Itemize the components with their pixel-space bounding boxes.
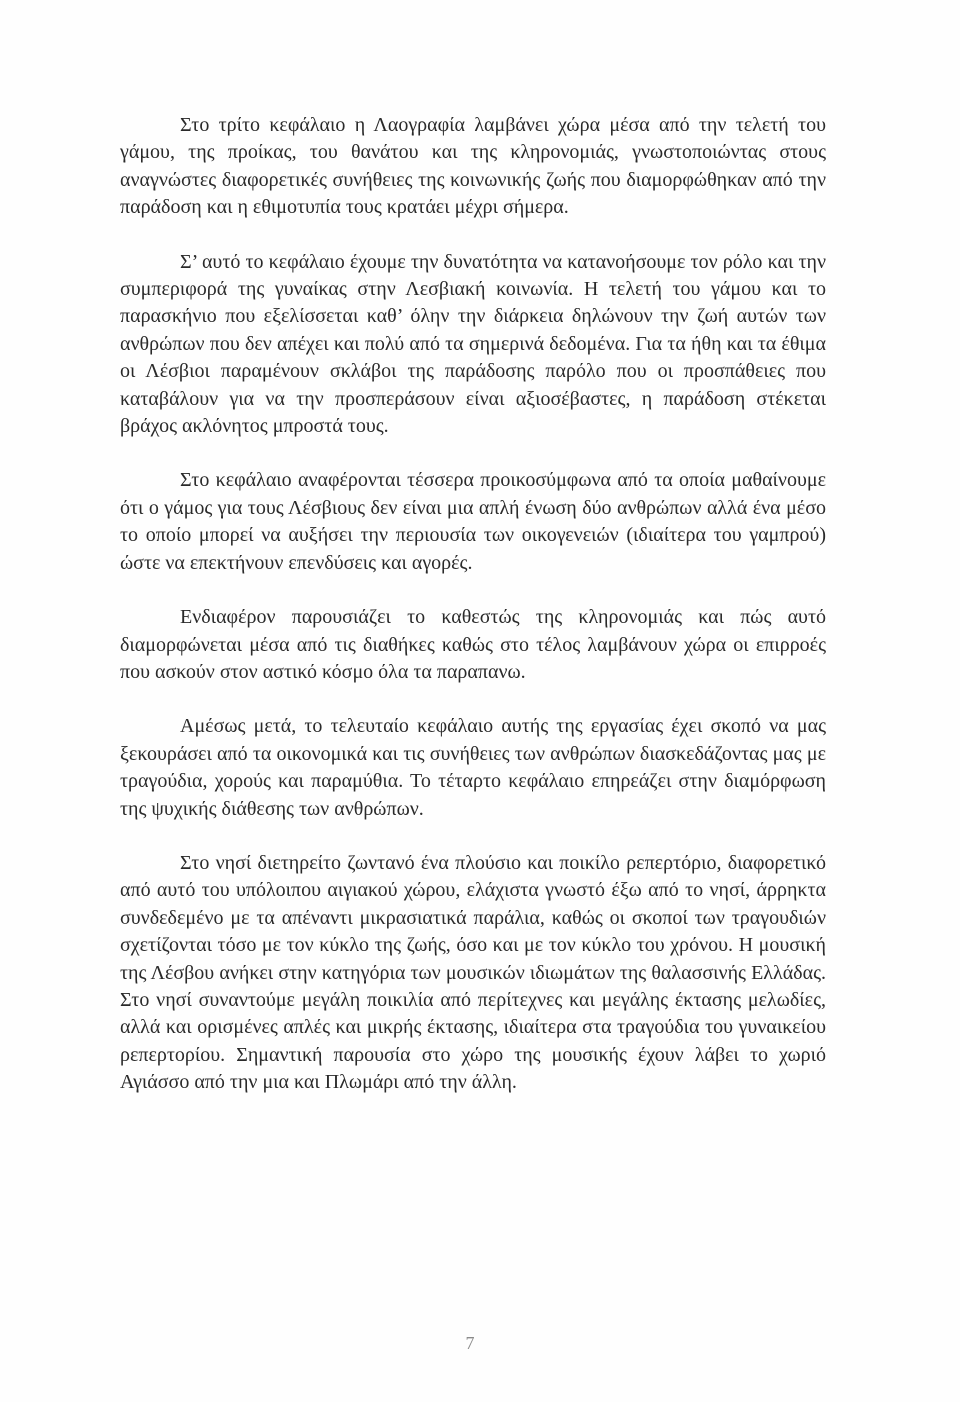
paragraph-1: Στο τρίτο κεφάλαιο η Λαογραφία λαμβάνει χώρα μέσα από την τελετή του γάμου, της προίκας, του θανάτου και της κληρονομιάς, γνωστοποιώντας στους αναγνώστες διαφορετικές συνήθειες της κοινωνικής ζωής που διαμορφώθηκαν από την παράδοση και η εθιμοτυπία τους κρατάει μέχρι σήμερα. bbox=[120, 114, 826, 219]
page-number: 7 bbox=[465, 1333, 475, 1353]
paragraph-5: Αμέσως μετά, το τελευταίο κεφάλαιο αυτής της εργασίας έχει σκοπό να μας ξεκουράσει από τα οικονομικά και τις συνήθειες των ανθρώπων διασκεδάζοντας μας με τραγούδια, χορούς και παραμύθια. Το τέταρτο κεφάλαιο επηρεάζει στην διαμόρφωση της ψυχικής διάθεσης των ανθρώπων. bbox=[120, 715, 826, 820]
paragraph-4: Ενδιαφέρον παρουσιάζει το καθεστώς της κληρονομιάς και πώς αυτό διαμορφώνεται μέσα από τις διαθήκες καθώς στο τέλος λαμβάνουν χώρα οι επιρροές που ασκούν στον αστικό κόσμο όλα τα παραπανω. bbox=[120, 606, 826, 683]
paragraph-6: Στο νησί διετηρείτο ζωντανό ένα πλούσιο και ποικίλο ρεπερτόριο, διαφορετικό από αυτό του υπόλοιπου αιγιακού χώρου, ελάχιστα γνωστό έξω από το νησί, άρρηκτα συνδεδεμένο με τα απέναντι μικρασιατικά παράλια, καθώς οι σκοποί των τραγουδιών σχετίζονται τόσο με τον κύκλο της ζωής, όσο και με τον κύκλο του χρόνου. Η μουσική της Λέσβου ανήκει στην κατηγόρια των μουσικών ιδιωμάτων της θαλασσινής Ελλάδας. Στο νησί συναντούμε μεγάλη ποικιλία από περίτεχνες και μεγάλης έκτασης μελωδίες, αλλά και ορισμένες απλές και μικρής έκτασης, ιδιαίτερα στα τραγούδια του γυναικείου ρεπερτορίου. Σημαντική παρουσία στο χώρο της μουσικής έχουν λάβει το χωριό Αγιάσσο από την μια και Πλωμάρι από την άλλη. bbox=[120, 851, 826, 1094]
body-text bbox=[120, 112, 826, 1097]
paragraph-2: Σ’ αυτό το κεφάλαιο έχουμε την δυνατότητα να κατανοήσουμε τον ρόλο και την συμπεριφορά της γυναίκας στην Λεσβιακή κοινωνία. Η τελετή του γάμου και το παρασκήνιο που εξελίσσεται καθ’ όλην την διάρκεια δηλώνουν την ζωή αυτών των ανθρώπων που δεν απέχει και πολύ από τα σημερινά δεδομένα. Για τα ήθη και τα έθιμα οι Λέσβιοι παραμένουν σκλάβοι της παράδοσης παρόλο που οι προσπάθειες που καταβάλουν για να την προσπεράσουν είναι αξιοσέβαστες, η παράδοση στέκεται βράχος ακλόνητος μπροστά τους. bbox=[120, 250, 826, 438]
paragraph-3: Στο κεφάλαιο αναφέρονται τέσσερα προικοσύμφωνα από τα οποία μαθαίνουμε ότι ο γάμος για τους Λέσβιους δεν είναι μια απλή ένωση δύο ανθρώπων αλλά ένα μέσο το οποίο μπορεί να αυξήσει την περιουσία των οικογενειών (ιδιαίτερα του γαμπρού) ώστε να επεκτήνουν επενδύσεις και αγορές. bbox=[120, 469, 826, 574]
